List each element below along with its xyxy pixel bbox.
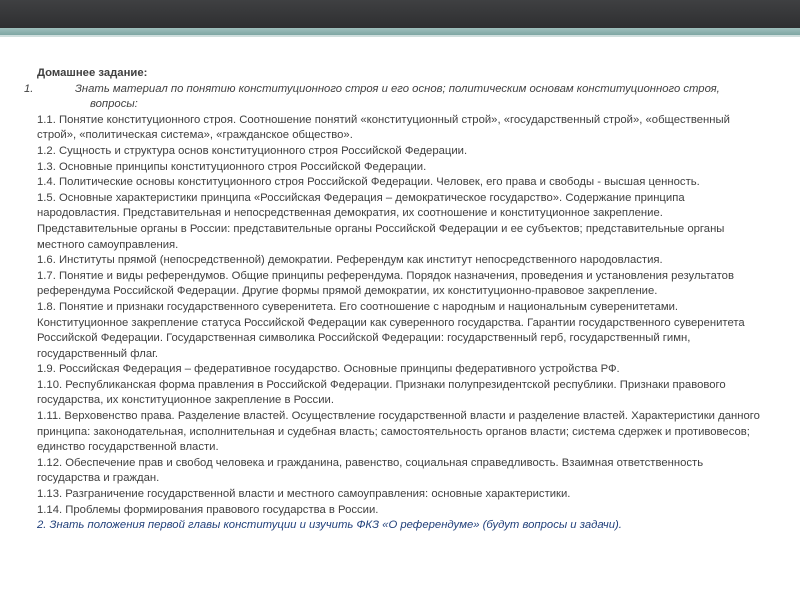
homework-heading: Домашнее задание: — [37, 67, 148, 79]
slide-header-bar — [0, 0, 800, 28]
task-1 — [24, 82, 762, 113]
question-1-13: 1.13. Разграничение государственной власти и местного самоуправления: основные характеристики. — [37, 488, 571, 501]
question-1-9: 1.9. Российская Федерация – федеративное государство. Основные принципы федеративного устройства РФ. — [37, 363, 620, 376]
question-1-5: 1.5. Основные характеристики принципа «Российская Федерация – демократическое государство». Содержание принципа народовластия. Представительная и непосредственная демократия, их соотношение и конституционное закрепление. Представительные органы в России: представительные органы Российской Федерации и ее субъектов; представительные органы местного самоуправления. — [37, 191, 725, 251]
homework-content — [24, 66, 762, 534]
question-1-10: 1.10. Республиканская форма правления в Российской Федерации. Признаки полупрезидентской республики. Признаки правового государства, их конституционное закрепление в России. — [37, 378, 726, 407]
question-1-7: 1.7. Понятие и виды референдумов. Общие принципы референдума. Порядок назначения, проведения и установления результатов референдума Российской Федерации. Другие формы прямой демократии, их конституционно-правовое закрепление. — [37, 269, 734, 298]
slide-accent-bar — [0, 28, 800, 35]
question-1-6: 1.6. Институты прямой (непосредственной) демократии. Референдум как институт непосредственного народовластия. — [37, 254, 663, 267]
question-1-4: 1.4. Политические основы конституционного строя Российской Федерации. Человек, его права и свободы - высшая ценность. — [37, 176, 700, 189]
question-1-12: 1.12. Обеспечение прав и свобод человека и гражданина, равенство, социальная справедливость. Взаимная ответственность государства и граждан. — [37, 456, 704, 485]
question-1-3: 1.3. Основные принципы конституционного строя Российской Федерации. — [37, 160, 427, 173]
slide-accent-line — [0, 35, 800, 37]
question-1-2: 1.2. Сущность и структура основ конституционного строя Российской Федерации. — [37, 144, 468, 157]
question-1-1: 1.1. Понятие конституционного строя. Соотношение понятий «конституционный строй», «государственный строй», «общественный строй», «политическая система», «гражданское общество». — [37, 113, 730, 142]
question-1-14: 1.14. Проблемы формирования правового государства в России. — [37, 503, 379, 516]
task-1-number: 1. — [24, 82, 34, 95]
task-2: 2. Знать положения первой главы конституции и изучить ФКЗ «О референдуме» (будут вопросы и задачи). — [37, 519, 622, 532]
question-1-11: 1.11. Верховенство права. Разделение властей. Осуществление государственной власти и разделение властей. Характеристики данного принципа: законодательная, исполнительная и судебная власть; самостоятельность органов власти; система сдержек и противовесов; единство государственной власти. — [37, 410, 760, 454]
question-1-8: 1.8. Понятие и признаки государственного суверенитета. Его соотношение с народным и национальным суверенитетами. Конституционное закрепление статуса Российской Федерации как суверенного государства. Гарантии государственного суверенитета Российской Федерации. Государственная символика Российской Федерации: государственный герб, государственный гимн, государственный флаг. — [37, 300, 745, 360]
task-1-text: Знать материал по понятию конституционного строя и его основ; политическим основам конституционного строя, вопросы: — [75, 82, 720, 111]
